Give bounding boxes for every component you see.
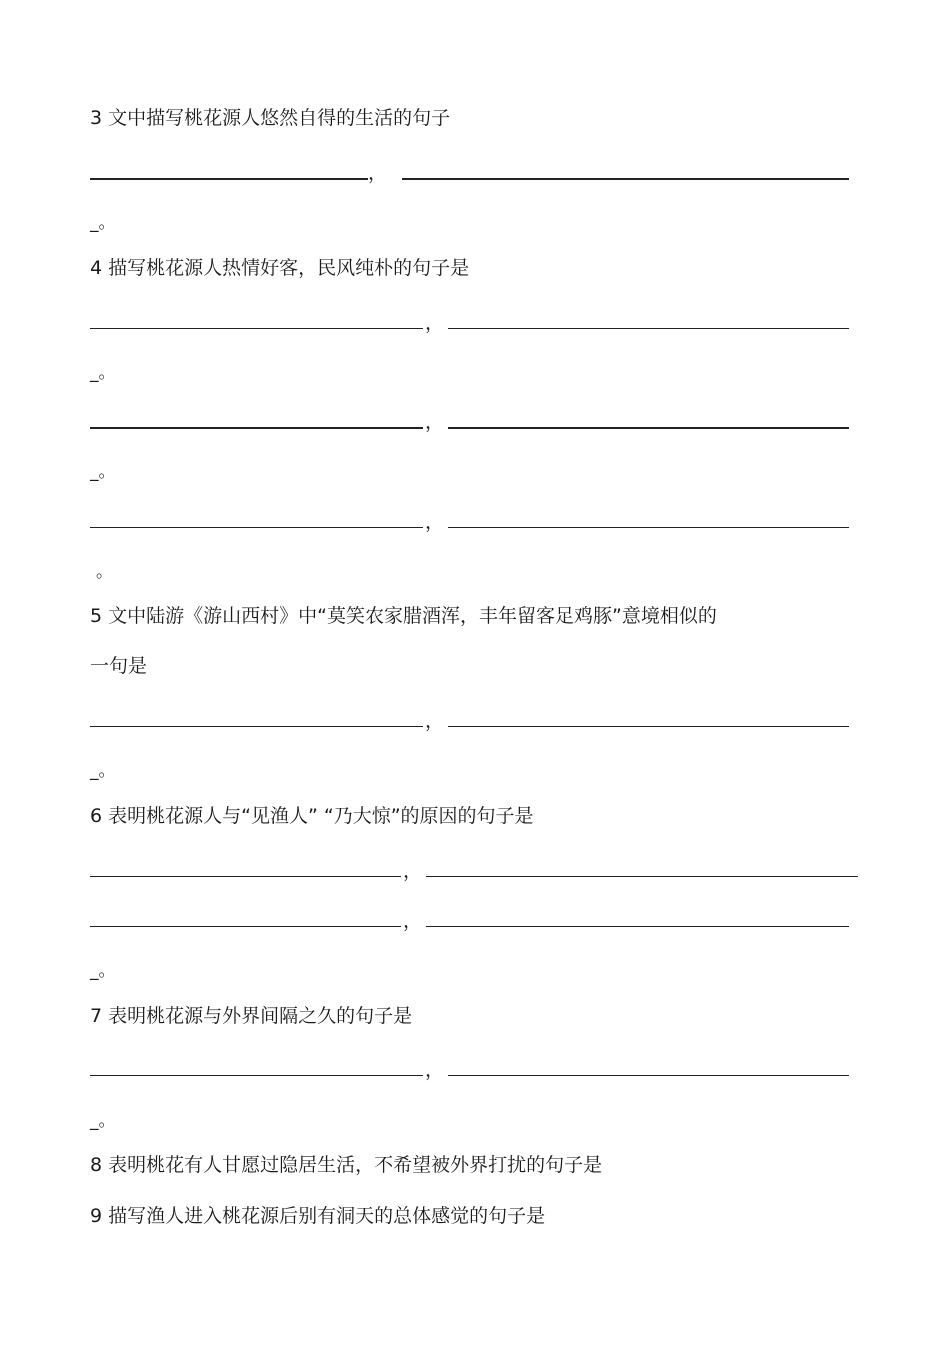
- question-3: 3 文中描写桃花源人悠然自得的生活的句子: [90, 107, 451, 129]
- comma: ，: [425, 511, 445, 533]
- answer-blank[interactable]: [90, 1075, 423, 1076]
- answer-blank[interactable]: [448, 328, 849, 329]
- question-8: 8 表明桃花有人甘愿过隐居生活，不希望被外界打扰的句子是: [90, 1154, 603, 1176]
- sentence-end: _。: [90, 363, 116, 383]
- question-4: 4 描写桃花源人热情好客，民风纯朴的句子是: [90, 257, 470, 279]
- answer-blank[interactable]: [426, 876, 858, 877]
- sentence-end: _。: [90, 462, 116, 482]
- answer-blank[interactable]: [426, 926, 849, 927]
- question-6: 6 表明桃花源人与“见渔人” “乃大惊”的原因的句子是: [90, 805, 534, 827]
- answer-blank[interactable]: [90, 876, 401, 877]
- comma: ，: [425, 411, 445, 433]
- answer-blank[interactable]: [448, 427, 849, 429]
- question-7: 7 表明桃花源与外界间隔之久的句子是: [90, 1005, 413, 1027]
- answer-blank[interactable]: [448, 726, 849, 727]
- comma: ，: [403, 860, 423, 882]
- answer-blank[interactable]: [90, 926, 401, 927]
- answer-blank[interactable]: [402, 178, 849, 180]
- answer-blank[interactable]: [90, 328, 423, 329]
- answer-blank[interactable]: [448, 527, 849, 528]
- answer-blank[interactable]: [90, 427, 423, 429]
- sentence-end: _。: [90, 761, 116, 781]
- answer-blank[interactable]: [90, 527, 423, 528]
- sentence-end: _。: [90, 213, 116, 233]
- question-5-continued: 一句是: [90, 655, 148, 677]
- sentence-end: _。: [90, 1111, 116, 1131]
- answer-blank[interactable]: [90, 178, 368, 180]
- comma: ，: [425, 710, 445, 732]
- answer-blank[interactable]: [448, 1075, 849, 1076]
- sentence-end: 。: [96, 562, 113, 582]
- comma: ，: [403, 910, 423, 932]
- question-5: 5 文中陆游《游山西村》中“莫笑农家腊酒浑，丰年留客足鸡豚”意境相似的: [90, 605, 717, 627]
- comma: ，: [368, 162, 388, 184]
- question-9: 9 描写渔人进入桃花源后别有洞天的总体感觉的句子是: [90, 1205, 546, 1227]
- answer-blank[interactable]: [90, 726, 423, 727]
- sentence-end: _。: [90, 961, 116, 981]
- comma: ，: [425, 312, 445, 334]
- comma: ，: [425, 1059, 445, 1081]
